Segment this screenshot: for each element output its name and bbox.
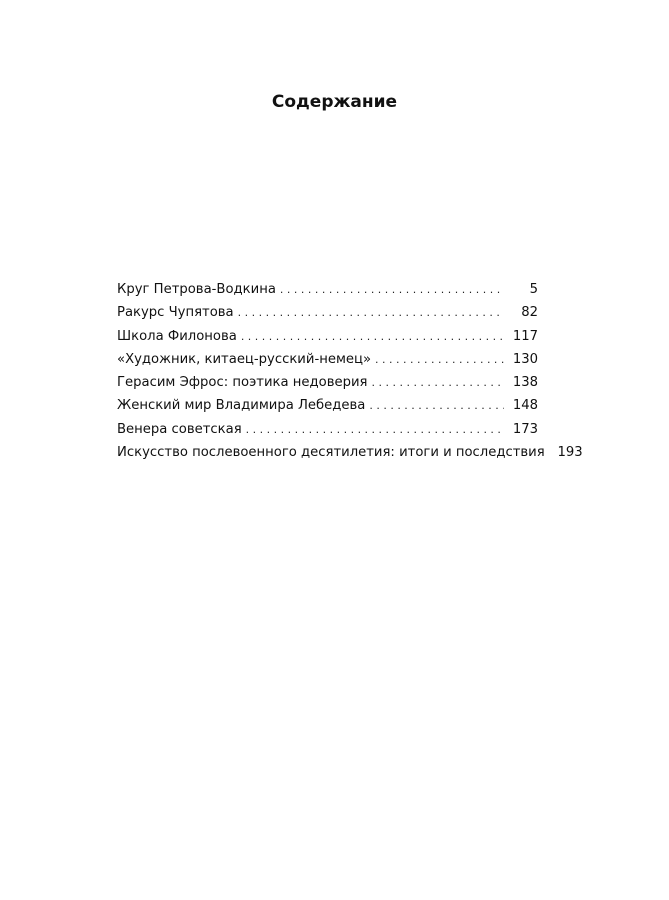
toc-entry bbox=[117, 371, 538, 394]
toc-entry-page: 5 bbox=[529, 282, 538, 297]
toc-entry-page: 193 bbox=[557, 445, 583, 461]
toc-dot-leader bbox=[375, 348, 504, 371]
toc-entry-title: «Художник, китаец-русский-немец» bbox=[117, 351, 372, 367]
toc-entry-page: 82 bbox=[521, 305, 538, 321]
page-title: Содержание bbox=[271, 92, 398, 112]
toc-entry bbox=[117, 394, 538, 417]
toc-entry-page: 148 bbox=[512, 398, 538, 414]
toc-entry-title: Женский мир Владимира Лебедева bbox=[117, 398, 366, 414]
toc-entry-title: Искусство послевоенного десятилетия: итоги и последствия bbox=[117, 445, 545, 461]
toc-entry-title: Венера советская bbox=[117, 421, 242, 437]
toc-entry-title: Круг Петрова-Водкина bbox=[117, 282, 276, 297]
toc-dot-leader bbox=[238, 301, 504, 324]
toc-dot-leader bbox=[246, 418, 504, 441]
toc-entry bbox=[117, 418, 538, 441]
toc-dot-leader bbox=[369, 394, 504, 417]
toc-entry-page: 117 bbox=[512, 328, 538, 344]
toc-dot-leader bbox=[241, 325, 504, 348]
toc-entry-page: 173 bbox=[512, 421, 538, 437]
toc-dot-leader bbox=[280, 278, 504, 301]
toc-entry bbox=[117, 348, 538, 371]
toc-entry bbox=[117, 441, 583, 464]
table-of-contents bbox=[117, 278, 583, 464]
toc-entry bbox=[117, 278, 538, 301]
toc-entry-title: Ракурс Чупятова bbox=[117, 305, 234, 321]
toc-entry bbox=[117, 325, 538, 348]
toc-entry-title: Герасим Эфрос: поэтика недоверия bbox=[117, 375, 368, 391]
toc-entry bbox=[117, 301, 538, 324]
toc-entry-page: 138 bbox=[512, 375, 538, 391]
toc-dot-leader bbox=[371, 371, 504, 394]
toc-entry-page: 130 bbox=[512, 351, 538, 367]
toc-entry-title: Школа Филонова bbox=[117, 328, 237, 344]
